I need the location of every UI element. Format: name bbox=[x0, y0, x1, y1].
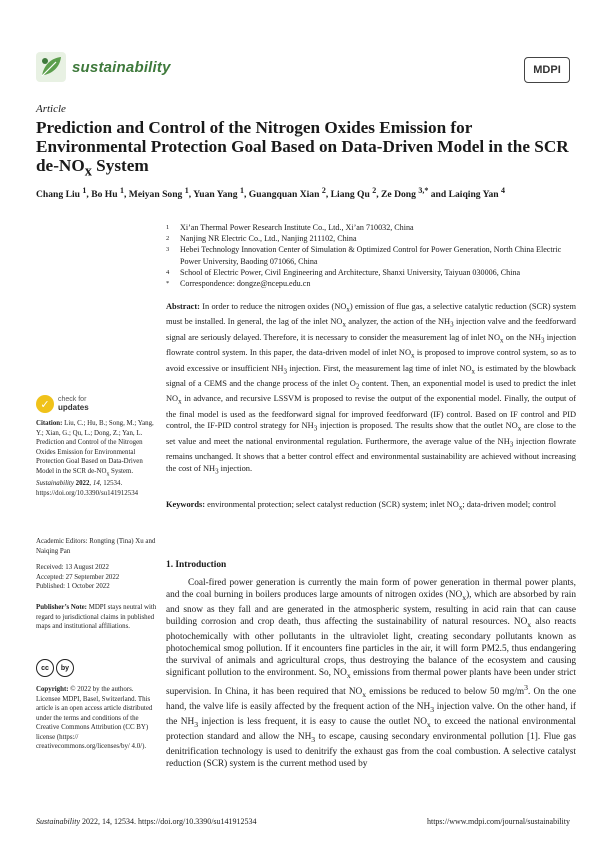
abstract-text: In order to reduce the nitrogen oxides $(NO_x)$ emission of flue gas, a selective catalytic reduction (SCR) system must be installed. In general, the lag of the inlet $NO_x$ analyzer, the action of the $NH_3$ injection valve and the feedforward signal are seriously delayed. Therefore, it is necessary to consider the measurement lag of inlet $NO_x$ on the $NH_3$ injection flowrate control system. In this paper, the data-driven model of inlet $NO_x$ is proposed to improve control system, so as to avoid excessive or insufficient $NH_3$ injection. First, the measurement lag time of inlet $NO_x$ is estimated by the blowback signal of a CEMS and the change process of the inlet $O_2$ content. Then, an exponential model is used to predict the inlet $NO_x$ in advance, and recursive LSSVM is proposed to revise the output of the exponential model. Finally, the output of the final model is used as the feedforward signal for improved feedforward (IF) control. Based on IF control and PID control, the IF-PID control strategy for $NH_3$ injection is proposed. The results show that the outlet $NO_x$ are close to the set value and meet the national environmental regulation. Furthermore, the average value of the $NH_3$ injection flowrate remains unchanged. It shows that a better control effect and environmental sustainability are achieved without increasing the cost of $NH_3$ injection. bbox=[166, 302, 577, 476]
check-updates-line1: check for bbox=[58, 395, 87, 403]
check-updates-line2: updates bbox=[58, 402, 89, 412]
journal-name: sustainability bbox=[72, 58, 171, 76]
academic-editors: Academic Editors: Rongting (Tina) Xu and Naiqing Pan bbox=[36, 538, 156, 555]
keywords bbox=[166, 499, 576, 514]
by-icon: by bbox=[56, 659, 74, 677]
affiliations bbox=[166, 222, 576, 289]
keywords-label: Keywords: bbox=[166, 500, 206, 509]
author-list[interactable]: Chang Liu $^1$, Bo Hu $^1$, Meiyan Song $^1$, Yuan Yang $^1$, Guangquan Xian $^2$, Liang Qu $^2$, Ze Dong $^{3,*}$ and Laiqing Yan $^4$ bbox=[36, 186, 506, 201]
footer-citation-rest[interactable]: 2022, 14, 12534. https://doi.org/10.3390/su141912534 bbox=[80, 817, 257, 826]
abstract bbox=[166, 301, 576, 478]
affiliation-text: School of Electric Power, Civil Engineering and Architecture, Shanxi University, Taiyuan 030006, China bbox=[180, 267, 521, 277]
footer-citation bbox=[36, 817, 257, 826]
keywords-text: environmental protection; select catalyst reduction (SCR) system; inlet $NO_x$; data-driven model; control bbox=[207, 500, 557, 512]
article-type: Article bbox=[36, 103, 66, 115]
cc-license-badge[interactable] bbox=[36, 659, 74, 677]
cc-icon: cc bbox=[36, 659, 54, 677]
affiliation-item bbox=[166, 278, 576, 289]
affiliation-item bbox=[166, 244, 576, 266]
citation[interactable]: Citation: Liu, C.; Hu, B.; Song, M.; Yang, Y.; Xian, G.; Qu, L.; Dong, Z.; Yan, L. Prediction and Control of the Nitrogen Oxides Emission for Environmental Protection Goal Based on Data-Driven Model in the SCR $de-NO_x$ System. Sustainability 2022, 14, 12534. https://doi.org/10.3390/su141912534 bbox=[36, 420, 154, 497]
check-updates-badge[interactable] bbox=[36, 395, 89, 413]
affiliation-text: Correspondence: dongze@ncepu.edu.cn bbox=[180, 279, 311, 289]
article-title: Prediction and Control of the Nitrogen Oxides Emission for Environmental Protection Goal Based on Data-Driven Model in the SCR $de-NO_x$ System bbox=[36, 118, 569, 180]
affiliation-text: Hebei Technology Innovation Center of Simulation & Optimized Control for Power Generation, North China Electric Power University, Baoding 071066, China bbox=[180, 245, 562, 266]
affiliation-number: 1 bbox=[166, 224, 170, 231]
affiliation-item bbox=[166, 267, 576, 278]
journal-logo[interactable] bbox=[36, 52, 171, 82]
affiliation-item bbox=[166, 233, 576, 244]
affiliation-text: Xi’an Thermal Power Research Institute Co., Ltd., Xi’an 710032, China bbox=[180, 223, 414, 232]
affiliation-number: 2 bbox=[166, 235, 170, 243]
mdpi-logo[interactable]: MDPI bbox=[524, 57, 570, 83]
affiliation-number: * bbox=[166, 280, 170, 288]
section-heading-introduction: 1. Introduction bbox=[166, 560, 227, 570]
publication-dates: Received: 13 August 2022 Accepted: 27 September 2022 Published: 1 October 2022 bbox=[36, 564, 120, 590]
affiliation-item bbox=[166, 222, 576, 233]
abstract-label: Abstract: bbox=[166, 302, 200, 311]
checkmark-icon: ✓ bbox=[36, 395, 54, 413]
affiliation-number: 4 bbox=[166, 268, 170, 276]
footer-journal: Sustainability bbox=[36, 817, 80, 826]
leaf-icon bbox=[36, 52, 66, 82]
copyright-notice: Copyright: © 2022 by the authors. Licensee MDPI, Basel, Switzerland. This article is an open access article distributed under the terms and conditions of the Creative Commons Attribution (CC BY) license (https:// creativecommons.org/licenses/by/ 4.0/). bbox=[36, 686, 153, 750]
affiliation-number: 3 bbox=[166, 246, 170, 254]
affiliation-text: Nanjing NR Electric Co., Ltd., Nanjing 211102, China bbox=[180, 234, 357, 244]
footer-url[interactable]: https://www.mdpi.com/journal/sustainability bbox=[426, 817, 570, 826]
introduction-text: Coal-fired power generation is currently the main form of power generation in thermal power plants, and the coal burning in boilers produces large amounts of nitrogen oxides $(NO_x)$, which are absorbed by rain and snow as they fall and are generated in the atmospheric system, resulting in acid rain that can cause building corrosion and crop death, thus affecting the sustainability of natural resources. $NO_x$ also reacts photochemically with other pollutants in the ultraviolet light, creating secondary pollutants known as photochemical smog pollution. If it encounters fine particles in the air, it will form PM2.5, thus endangering the survival of animals and agricultural crops, thus destroying the balance of the ecosystem and causing significant pollution to the environment. So, $NO_x$ emissions from thermal power plants have been under strict supervision. In China, it has been required that $NO_x$ emissions be reduced to below 50 $mg/m^3$. On the one hand, the valve life is easily affected by the frequent action of the $NH_3$ injection valve. On the other hand, if the $NH_3$ injection is less frequent, it is easy to cause the outlet $NO_x$ to exceed the national environmental protection standard and allow the $NH_3$ to escape, causing secondary environmental pollution [1]. Flue gas denitrification technology is used to denitrify the exhaust gas from the coal combustion. A selective catalyst reduction (SCR) system is the current method used by bbox=[166, 578, 577, 770]
publisher-note: Publisher’s Note: MDPI stays neutral with regard to jurisdictional claims in published maps and institutional affiliations. bbox=[36, 604, 157, 630]
